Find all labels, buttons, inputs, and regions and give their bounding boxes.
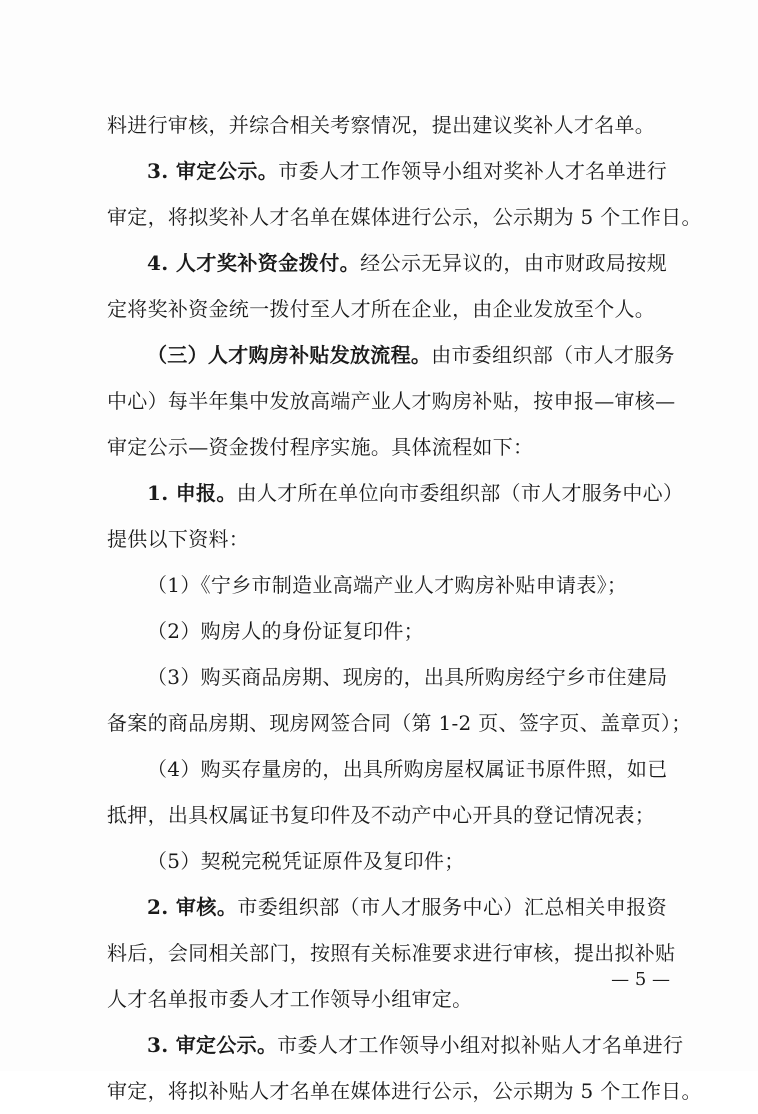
paragraph-line	[107, 1022, 684, 1068]
page-number: — 5 —	[611, 969, 670, 990]
paragraph-line: 审定公示—资金拨付程序实施。具体流程如下：	[107, 435, 534, 459]
paragraph-heading: 2. 审核。	[147, 895, 238, 919]
paragraph-line: 定将奖补资金统一拨付至人才所在企业，由企业发放至个人。	[107, 297, 656, 321]
paragraph-text: 经公示无异议的，由市财政局按规	[360, 251, 668, 275]
paragraph-text: 由人才所在单位向市委组织部（市人才服务中心）	[236, 481, 684, 505]
paragraph-line	[107, 240, 667, 286]
list-item: （5）契税完税凭证原件及复印件；	[147, 849, 465, 873]
paragraph-line: 审定，将拟奖补人才名单在媒体进行公示，公示期为 5 个工作日。	[107, 205, 702, 229]
document-body	[107, 102, 702, 1114]
list-item-continuation: 抵押，出具权属证书复印件及不动产中心开具的登记情况表；	[107, 803, 656, 827]
paragraph-line	[107, 148, 667, 194]
paragraph-line	[107, 332, 675, 378]
paragraph-line: 中心）每半年集中发放高端产业人才购房补贴，按申报—审核—	[107, 389, 676, 413]
paragraph-line: 提供以下资料：	[107, 527, 250, 551]
paragraph-heading: 3. 审定公示。	[147, 159, 279, 183]
list-item-continuation: 备案的商品房期、现房网签合同（第 1-2 页、签字页、盖章页）；	[107, 711, 692, 735]
paragraph-text: 市委人才工作领导小组对拟补贴人才名单进行	[277, 1033, 684, 1057]
paragraph-heading: 4. 人才奖补资金拨付。	[147, 251, 361, 275]
paragraph-line: 人才名单报市委人才工作领导小组审定。	[107, 987, 473, 1011]
paragraph-line: 料后，会同相关部门，按照有关标准要求进行审核，提出拟补贴	[107, 941, 676, 965]
list-item: （4）购买存量房的，出具所购房屋权属证书原件照，如已	[147, 757, 668, 781]
list-item: （2）购房人的身份证复印件；	[147, 619, 424, 643]
paragraph-line	[107, 884, 667, 930]
list-item: （3）购买商品房期、现房的，出具所购房经宁乡市住建局	[147, 665, 668, 689]
paragraph-heading: 1. 申报。	[147, 481, 237, 505]
paragraph-line: 料进行审核，并综合相关考察情况，提出建议奖补人才名单。	[107, 113, 656, 137]
list-item: （1）《宁乡市制造业高端产业人才购房补贴申请表》；	[147, 573, 628, 597]
section-heading: （三）人才购房补贴发放流程。	[147, 343, 432, 367]
paragraph-text: 市委组织部（市人才服务中心）汇总相关申报资	[237, 895, 667, 919]
paragraph-text: 市委人才工作领导小组对奖补人才名单进行	[278, 159, 668, 183]
paragraph-line: 审定，将拟补贴人才名单在媒体进行公示，公示期为 5 个工作日。	[107, 1079, 702, 1103]
paragraph-heading: 3. 审定公示。	[147, 1033, 278, 1057]
paragraph-text: 由市委组织部（市人才服务	[431, 343, 675, 367]
paragraph-line	[107, 470, 684, 516]
